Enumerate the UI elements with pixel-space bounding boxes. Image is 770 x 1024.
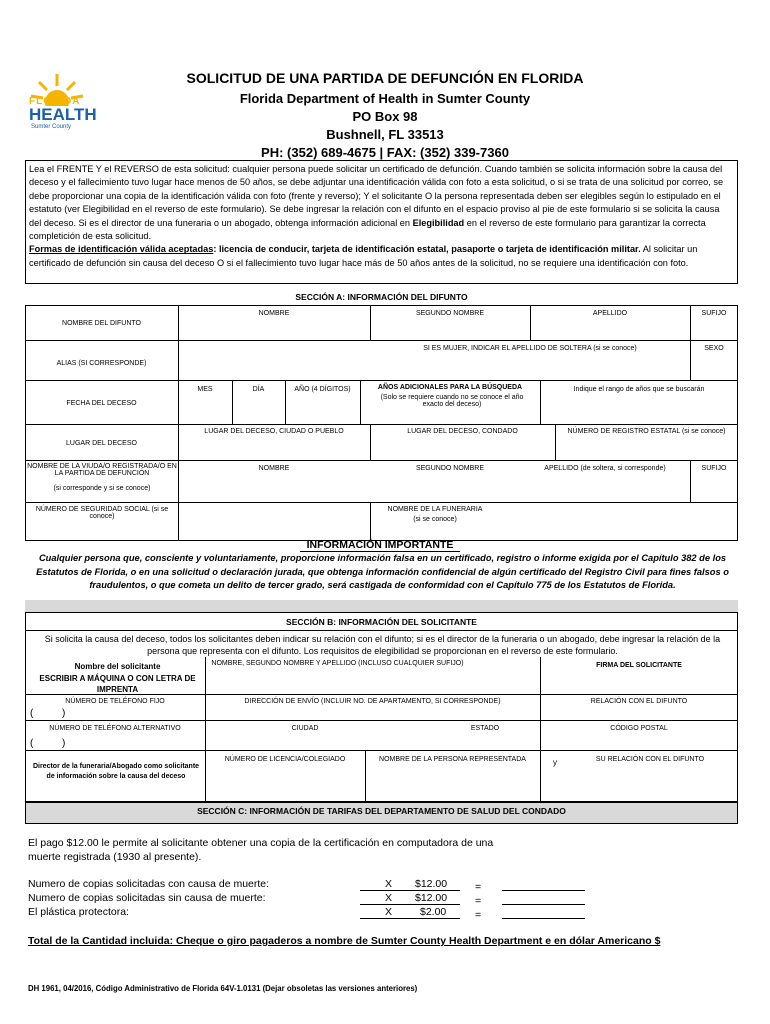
id-forms-list: : licencia de conducir, tarjeta de identificación estatal, pasaporte o tarjeta de identificación militar. — [213, 244, 641, 255]
label-nombre-difunto: NOMBRE DEL DIFUNTO — [62, 320, 141, 327]
fee-row-2-x: X — [385, 892, 393, 904]
label-relacion: RELACIÓN CON EL DIFUNTO — [590, 698, 688, 705]
label-tel-alt: NÚMERO DE TELÉFONO ALTERNATIVO — [49, 725, 181, 732]
alias-field[interactable] — [180, 356, 688, 378]
label-apellido: APELLIDO — [592, 310, 628, 317]
fee-row-3-x: X — [385, 906, 393, 918]
label-mes: MES — [197, 386, 213, 393]
eligibility-bold: Elegibilidad — [412, 217, 465, 228]
label-tel-fijo: NÚMERO DE TELÉFONO FIJO — [65, 698, 165, 705]
city-line: Bushnell, FL 33513 — [326, 127, 444, 142]
fee-row-1-qty[interactable] — [362, 878, 382, 890]
label-lugar-condado: LUGAR DEL DECESO, CONDADO — [407, 428, 518, 435]
label-funeraria: NOMBRE DE LA FUNERARIA — [387, 506, 483, 513]
fee-row-2-label: Numero de copias solicitadas sin causa de muerte: — [28, 892, 266, 904]
label-nombre-full: NOMBRE, SEGUNDO NOMBRE Y APELLIDO (INCLUSO CUALQUIER SUFIJO) — [211, 660, 464, 667]
fee-row-2-qty[interactable] — [362, 892, 382, 904]
label-viuda-nota: (si corresponde y si se conoce) — [53, 485, 151, 492]
label-viuda-apellido: APELLIDO (de soltera, si corresponde) — [544, 465, 666, 472]
label-escribir: ESCRIBIR A MÁQUINA O CON LETRA DE IMPRENTA — [39, 674, 196, 694]
label-sufijo: SUFIJO — [701, 310, 727, 317]
instructions-text: Lea el FRENTE Y el REVERSO de esta solicitud: cualquier persona puede solicitar un certificado de defunción. Cuando también se solicita información sobre la causa del deceso y el fallecimiento tuvo lugar hace menos de 50 años, se debe adjuntar una identificación válida con foto a esta solicitud, o si se trata de una solicitud por correo, se debe proporcionar una copia de la identificación válida con foto (frente y reverso); Y el solicitante O la persona representada deben ser elegibles según lo estipulado en el estatuto (ver Elegibilidad en el reverso de este formulario). Se debe ingresar la relación con el difunto en el espacio proviso al pie de este formulario si se solicita la causa del deceso. Si es el director de una funeraria o un abogado, obtenga información adicional en — [29, 164, 724, 228]
fee-row-2-eq: = — [475, 895, 482, 907]
label-licencia: NÚMERO DE LICENCIA/COLEGIADO — [224, 756, 346, 763]
city-field[interactable] — [207, 735, 537, 748]
phone-close-paren: ) — [62, 708, 66, 719]
shade-band — [25, 600, 738, 612]
postal-field[interactable] — [542, 735, 736, 748]
label-representada: NOMBRE DE LA PERSONA REPRESENTADA — [379, 756, 526, 763]
instructions-end: en el reverso de este formulario para garantizar la correcta completición de esta solicitud. — [29, 217, 706, 242]
label-viuda: NOMBRE DE LA VIUDA/O REGISTRADA/O EN LA PARTIDA DE DEFUNCIÓN — [27, 463, 177, 477]
page-title: SOLICITUD DE UNA PARTIDA DE DEFUNCIÓN EN FLORIDA — [186, 70, 584, 86]
fee-row-3-qty[interactable] — [362, 906, 382, 918]
label-y: y — [553, 758, 557, 767]
fee-row-3-eq: = — [475, 909, 482, 921]
label-nombre: NOMBRE — [258, 310, 290, 317]
section-a-title: SECCIÓN A: INFORMACIÓN DEL DIFUNTO — [295, 292, 468, 302]
label-registro: NÚMERO DE REGISTRO ESTATAL (si se conoce) — [567, 428, 726, 435]
label-lugar: LUGAR DEL DECESO — [66, 440, 137, 447]
fee-row-3-label: El plástica protectora: — [28, 906, 129, 918]
id-forms-note: Al solicitar un certificado de defunción sin causa del deceso O si el fallecimiento tuvo lugar hace más de 50 años antes de la solicitud, no se requiere una identificación con foto. — [29, 244, 698, 268]
label-sexo: SEXO — [704, 345, 724, 352]
label-direccion: DIRECCIÓN DE ENVÍO (INCLUIR NO. DE APARTAMENTO, SI CORRESPONDE) — [244, 698, 501, 705]
fee-row-3-total[interactable] — [502, 906, 585, 919]
applicant-name-field[interactable] — [207, 670, 537, 692]
logo-health: HEALTH — [29, 105, 97, 124]
label-soltera: SI ES MUJER, INDICAR EL APELLIDO DE SOLTERA (si se conoce) — [423, 345, 637, 352]
label-firma: FIRMA DEL SOLICITANTE — [596, 662, 682, 669]
section-c-title: SECCIÓN C: INFORMACIÓN DE TARIFAS DEL DEPARTAMENTO DE SALUD DEL CONDADO — [197, 806, 566, 816]
dept-name: Florida Department of Health in Sumter County — [239, 91, 531, 106]
section-b-title: SECCIÓN B: INFORMACIÓN DEL SOLICITANTE — [286, 617, 477, 627]
label-estado: ESTADO — [470, 725, 500, 732]
label-segundo-nombre: SEGUNDO NOMBRE — [415, 310, 485, 317]
deceased-name-field[interactable] — [180, 320, 735, 338]
signature-field[interactable] — [542, 672, 736, 692]
section-b-intro: Si solicita la causa del deceso, todos los solicitantes deben indicar su relación con el difunto; si es el director de la funeraria o un abogado, debe ingresar la relación de la persona que representa con el difunto. Los requisitos de elegibilidad se proporcionan en el reverso de este formulario. — [44, 634, 721, 656]
phone-open-paren: ( — [30, 708, 34, 719]
important-title: INFORMACIÓN IMPORTANTE — [300, 539, 460, 552]
fee-row-1-total[interactable] — [502, 878, 585, 891]
address-field[interactable] — [207, 706, 537, 719]
logo-county: Sumter County — [31, 124, 72, 130]
fee-row-2-price: $12.00 — [415, 892, 448, 904]
form-footer: DH 1961, 04/2016, Código Administrativo de Florida 64V-1.0131 (Dejar obsoletas las versiones anteriores) — [28, 984, 418, 993]
label-postal: CÓDIGO POSTAL — [610, 725, 668, 732]
label-ciudad: CIUDAD — [291, 725, 319, 732]
id-forms-label: Formas de identificación válida aceptadas — [29, 244, 214, 255]
label-su-relacion: SU RELACIÓN CON EL DIFUNTO — [595, 756, 705, 763]
label-director: Director de la funeraria/Abogado como solicitante de información sobre la causa del deceso — [32, 763, 200, 780]
important-text: Cualquier persona que, consciente y voluntariamente, proporcione información falsa en un certificado, registro o informe exigida por el Capítulo 382 de los Estatutos de Florida, o en una solicitud o declaración jurada, que obtenga información confidencial de algún certificado del Registro Civil para fines falsos o fraudulentos, o que cometa un delito de tercer grado, será castigada de conformidad con el Capítulo 775 de los Estatutos de Florida. — [36, 553, 729, 590]
fee-intro: El pago $12.00 le permite al solicitante obtener una copia de la certificación en computadora de una muerte registrada (1930 al presente). — [28, 837, 494, 863]
label-fecha: FECHA DEL DECESO — [66, 400, 137, 407]
label-viuda-segundo: SEGUNDO NOMBRE — [415, 465, 485, 472]
label-rango: Indique el rango de años que se buscarán — [573, 386, 705, 393]
label-dia: DÍA — [252, 386, 265, 393]
fee-row-1-label: Numero de copias solicitadas con causa de muerte: — [28, 878, 270, 890]
total-line: Total de la Cantidad incluida: Cheque o giro pagaderos a nombre de Sumter County Health Department e en dólar Americano $ — [28, 935, 661, 947]
po-box: PO Box 98 — [352, 109, 418, 124]
phone-field[interactable] — [70, 706, 200, 719]
fee-row-2-total[interactable] — [502, 892, 585, 905]
instructions-box — [25, 160, 738, 284]
label-anos-adicionales: AÑOS ADICIONALES PARA LA BÚSQUEDA — [377, 384, 523, 391]
fee-row-1-eq: = — [475, 881, 482, 893]
fee-row-3-price: $2.00 — [420, 906, 447, 918]
fee-row-1-x: X — [385, 878, 393, 890]
label-viuda-sufijo: SUFIJO — [701, 465, 727, 472]
label-lugar-ciudad: LUGAR DEL DECESO, CIUDAD O PUEBLO — [204, 428, 344, 435]
label-ssn: NÚMERO DE SEGURIDAD SOCIAL (si se conoce) — [35, 506, 169, 520]
label-anio: AÑO (4 DÍGITOS) — [294, 386, 351, 393]
alt-phone-close-paren: ) — [62, 738, 66, 749]
alt-phone-field[interactable] — [70, 736, 200, 749]
phone-line: PH: (352) 689-4675 | FAX: (352) 339-7360 — [261, 145, 509, 160]
label-anos-adicionales-nota: (Solo se requiere cuando no se conoce el año exacto del deceso) — [380, 394, 524, 408]
label-funeraria-nota: (si se conoce) — [413, 516, 457, 523]
logo-florida: FLORIDA — [29, 96, 81, 107]
section-c-header-box — [25, 802, 738, 824]
label-alias: ALIAS (SI CORRESPONDE) — [56, 360, 147, 367]
label-nombre-solicitante: Nombre del solicitante — [74, 662, 161, 671]
label-viuda-nombre: NOMBRE — [258, 465, 290, 472]
relationship-field[interactable] — [542, 706, 736, 719]
alt-phone-open-paren: ( — [30, 738, 34, 749]
fee-row-1-price: $12.00 — [415, 878, 448, 890]
